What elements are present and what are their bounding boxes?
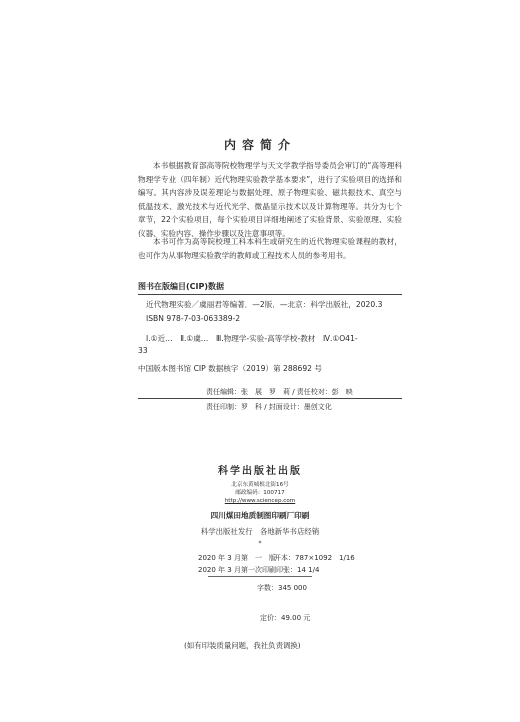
printer-name: 四川煤田地质制图印刷厂印刷 [210, 511, 310, 520]
cip-line-record: 中国版本图书馆 CIP 数据核字（2019）第 288692 号 [138, 364, 322, 373]
publisher-postcode: 邮政编码：100717 [235, 490, 285, 496]
sheets-info: 印张：14 1/4 [276, 566, 320, 574]
intro-paragraph-2: 本书可作为高等院校理工科本科生或研究生的近代物理实验课程的教材，也可作为从事物理实验教学的教师或工程技术人员的参考用书。 [138, 237, 402, 260]
cip-top-rule [138, 294, 402, 295]
edition-rule [208, 576, 312, 577]
edition-row [0, 553, 520, 563]
printing-info: 2020 年 3 月第一次印刷 [198, 566, 276, 574]
wordcount: 字数：345 000 [257, 584, 307, 592]
distribution: 科学出版社发行 各地新华书店经销 [200, 527, 320, 536]
intro-paragraph-1: 本书根据教育部高等院校物理学与天文学教学指导委员会审订的“高等理科物理学专业（四年制）近代物理实验教学基本要求”，进行了实验项目的选择和编写。其内容涉及误差理论与数据处理、原子物理实验、磁共振技术、真空与低温技术、激光技术与近代光学、微晶显示技术以及计算物理等。共分为七个章节，22个实验项目，每个实验项目详细地阐述了实验背景、实验原理、实验仪器、实验内容、操作步骤以及注意事项等。 [138, 161, 402, 238]
cip-line-classification-cont: 33 [138, 346, 148, 355]
edition-info: 2020 年 3 月第 一 版 [198, 554, 276, 562]
content-intro-title: 内容简介 [223, 138, 296, 152]
cip-line-isbn: ISBN 978-7-03-063389-2 [146, 314, 241, 323]
dot-mark: * [258, 540, 262, 547]
quality-notice: (如有印装质量问题，我社负责调换) [184, 641, 301, 650]
cip-line-classification: Ⅰ.①近… Ⅱ.①虞… Ⅲ.物理学-实验-高等学校-教材 Ⅳ.①O41- [146, 334, 358, 343]
cip-line-title: 近代物理实验／虞丽君等编著．—2版．—北京：科学出版社，2020.3 [146, 300, 383, 309]
format-info: 开本：787×1092 1/16 [274, 554, 355, 562]
publisher-website: http://www.sciencep.com [224, 498, 296, 504]
price: 定价：49.00 元 [260, 614, 311, 622]
credits-production: 责任印制：罗 科 / 封面设计：墨创文化 [206, 403, 332, 411]
printing-row [0, 565, 520, 575]
cip-heading: 图书在版编目(CIP)数据 [138, 282, 225, 291]
cip-bottom-rule [138, 398, 402, 399]
publisher-address: 北京东黄城根北街16号 [231, 482, 289, 488]
publisher-name: 科学出版社出版 [218, 466, 302, 477]
credits-editors: 责任编辑：张 展 罗 莉 / 责任校对：彭 映 [206, 388, 353, 396]
